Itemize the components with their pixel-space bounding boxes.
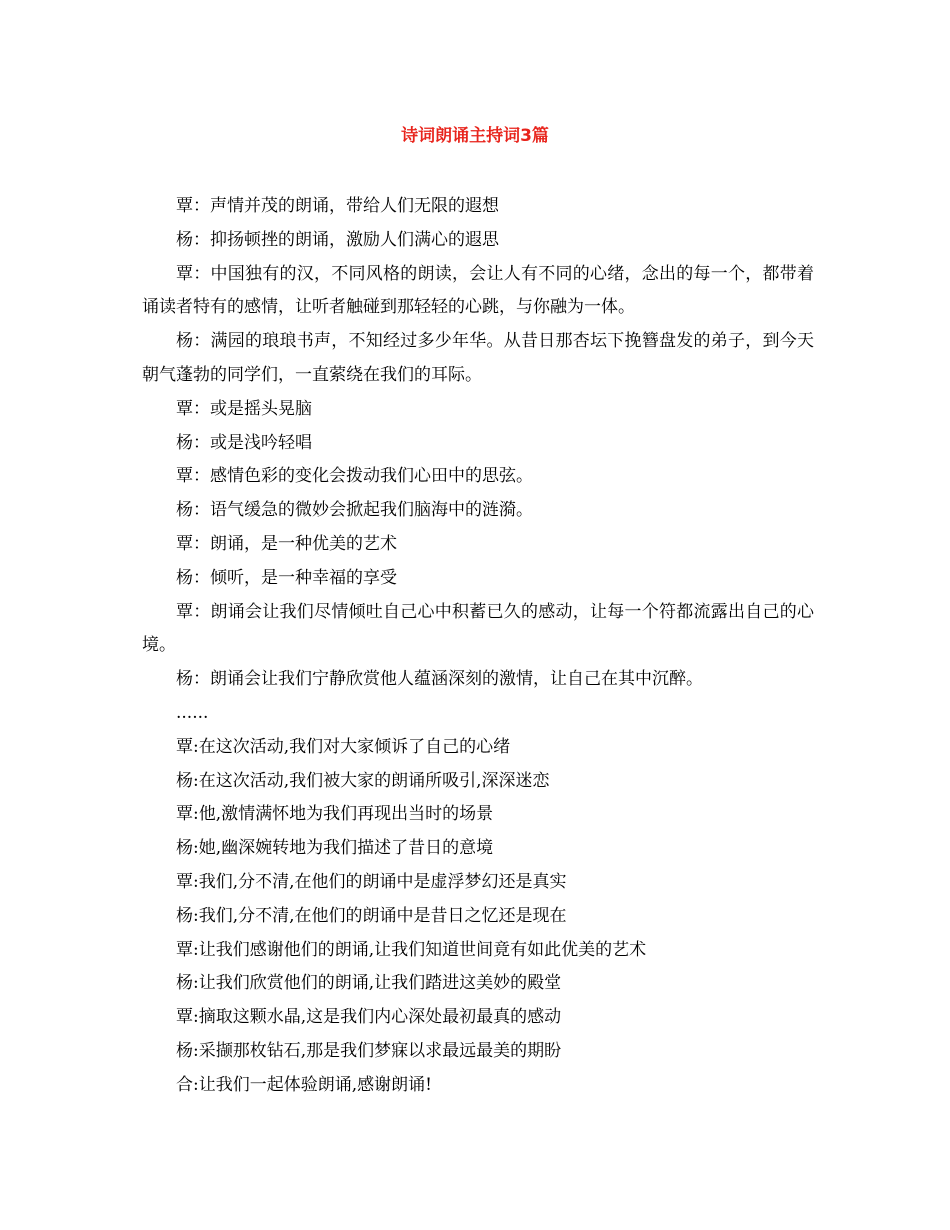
- paragraph: 杨：满园的琅琅书声，不知经过多少年华。从昔日那杏坛下挽簪盘发的弟子，到今天朝气蓬勃的同学们，一直萦绕在我们的耳际。: [142, 331, 814, 385]
- document-body: [142, 190, 814, 1103]
- paragraph: 杨:我们,分不清,在他们的朗诵中是昔日之忆还是现在: [176, 905, 567, 926]
- paragraph: ......: [176, 702, 209, 723]
- paragraph: 杨:让我们欣赏他们的朗诵,让我们踏进这美妙的殿堂: [176, 973, 562, 994]
- document-title: 诗词朗诵主持词3篇: [401, 126, 549, 146]
- paragraph: 覃：中国独有的汉，不同风格的朗读，会让人有不同的心绪，念出的每一个，都带着诵读者特有的感情，让听者触碰到那轻轻的心跳，与你融为一体。: [142, 263, 814, 318]
- paragraph: 覃：声情并茂的朗诵，带给人们无限的遐想: [176, 196, 499, 216]
- paragraph: 覃：或是摇头晃脑: [176, 398, 312, 419]
- paragraph: 覃:摘取这颗水晶,这是我们内心深处最初最真的感动: [176, 1007, 562, 1028]
- paragraph: 杨：抑扬顿挫的朗诵，激励人们满心的遐思: [176, 229, 499, 250]
- paragraph: 杨:采撷那枚钻石,那是我们梦寐以求最远最美的期盼: [176, 1040, 562, 1061]
- paragraph: 合:让我们一起体验朗诵,感谢朗诵!: [176, 1074, 432, 1095]
- paragraph: 杨：或是浅吟轻唱: [176, 432, 312, 453]
- paragraph: 杨：倾听，是一种幸福的享受: [176, 567, 397, 588]
- paragraph: 杨：语气缓急的微妙会掀起我们脑海中的涟漪。: [176, 500, 533, 521]
- paragraph: 覃：感情色彩的变化会拨动我们心田中的思弦。: [176, 466, 533, 487]
- paragraph: 覃:我们,分不清,在他们的朗诵中是虚浮梦幻还是真实: [176, 871, 567, 892]
- paragraph: 覃:让我们感谢他们的朗诵,让我们知道世间竟有如此优美的艺术: [176, 939, 647, 960]
- paragraph: 杨:在这次活动,我们被大家的朗诵所吸引,深深迷恋: [176, 770, 550, 791]
- paragraph: 覃：朗诵，是一种优美的艺术: [176, 533, 397, 554]
- paragraph: 杨:她,幽深婉转地为我们描述了昔日的意境: [176, 838, 494, 859]
- paragraph: 覃:他,激情满怀地为我们再现出当时的场景: [176, 804, 494, 825]
- paragraph: 覃：朗诵会让我们尽情倾吐自己心中积蓄已久的感动，让每一个符都流露出自己的心境。: [142, 601, 814, 656]
- paragraph: 覃:在这次活动,我们对大家倾诉了自己的心绪: [176, 736, 511, 757]
- paragraph: 杨：朗诵会让我们宁静欣赏他人蕴涵深刻的激情，让自己在其中沉醉。: [176, 669, 703, 690]
